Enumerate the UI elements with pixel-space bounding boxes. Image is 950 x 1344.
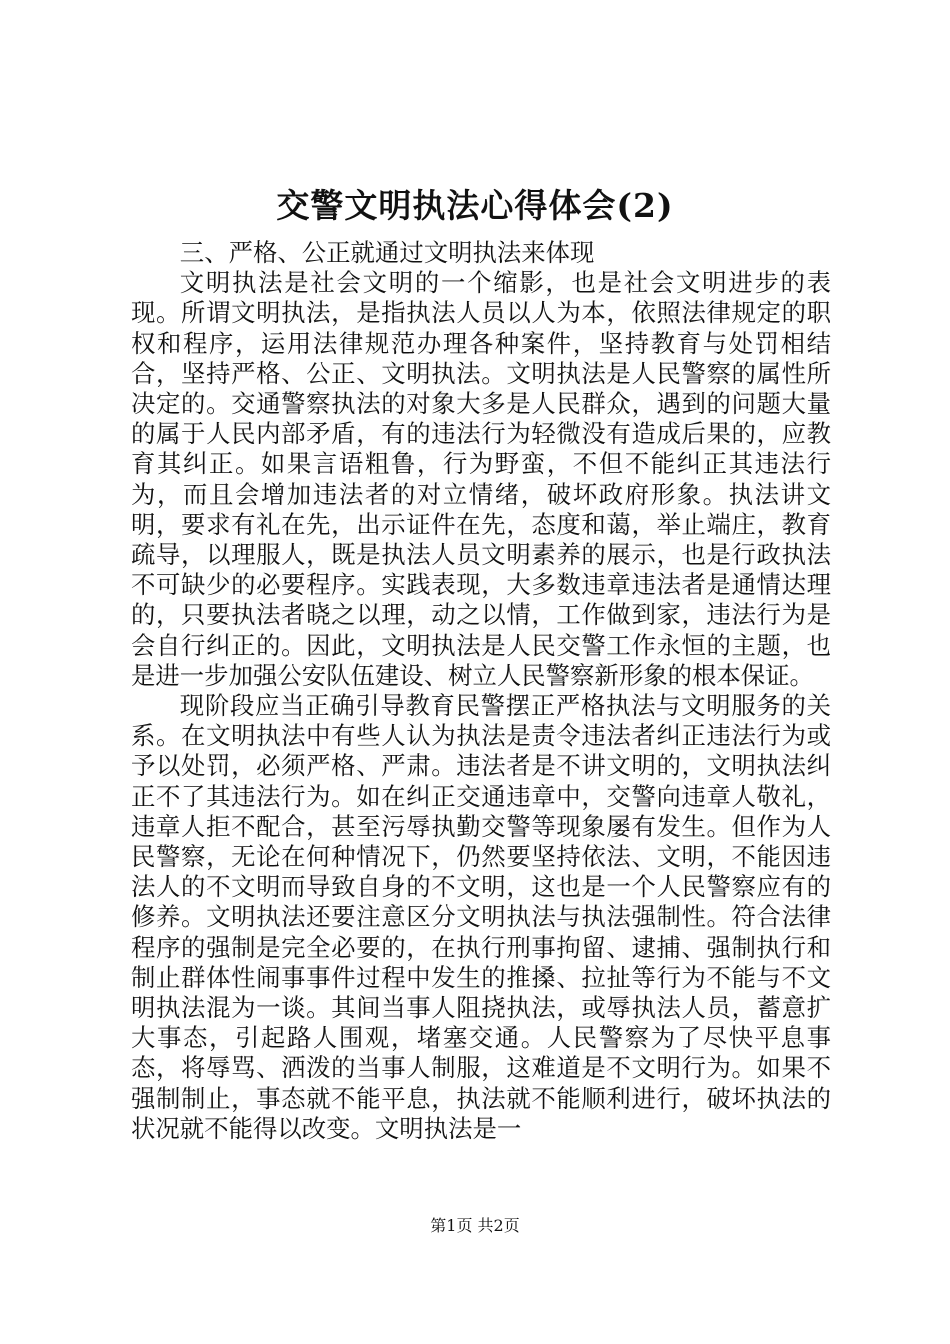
document-body (131, 238, 831, 1144)
paragraph-1: 文明执法是社会文明的一个缩影，也是社会文明进步的表现。所谓文明执法，是指执法人员以人为本，依照法律规定的职权和程序，运用法律规范办理各种案件，坚持教育与处罚相结合，坚持严格、公正、文明执法。文明执法是人民警察的属性所决定的。交通警察执法的对象大多是人民群众，遇到的问题大量的属于人民内部矛盾，有的违法行为轻微没有造成后果的，应教育其纠正。如果言语粗鲁，行为野蛮，不但不能纠正其违法行为，而且会增加违法者的对立情绪，破坏政府形象。执法讲文明，要求有礼在先，出示证件在先，态度和蔼，举止端庄，教育疏导，以理服人，既是执法人员文明素养的展示，也是行政执法不可缺少的必要程序。实践表现，大多数违章违法者是通情达理的，只要执法者晓之以理，动之以情，工作做到家，违法行为是会自行纠正的。因此，文明执法是人民交警工作永恒的主题，也是进一步加强公安队伍建设、树立人民警察新形象的根本保证。 (131, 268, 831, 690)
page-number: 第1页 共2页 (430, 1216, 520, 1235)
paragraph-2: 现阶段应当正确引导教育民警摆正严格执法与文明服务的关系。在文明执法中有些人认为执法是责令违法者纠正违法行为或予以处罚，必须严格、严肃。违法者是不讲文明的，文明执法纠正不了其违法行为。如在纠正交通违章中，交警向违章人敬礼，违章人拒不配合，甚至污辱执勤交警等现象屡有发生。但作为人民警察，无论在何种情况下，仍然要坚持依法、文明，不能因违法人的不文明而导致自身的不文明，这也是一个人民警察应有的修养。文明执法还要注意区分文明执法与执法强制性。符合法律程序的强制是完全必要的，在执行刑事拘留、逮捕、强制执行和制止群体性闹事事件过程中发生的推搡、拉扯等行为不能与不文明执法混为一谈。其间当事人阻挠执法，或辱执法人员，蓄意扩大事态，引起路人围观，堵塞交通。人民警察为了尽快平息事态，将辱骂、洒泼的当事人制服，这难道是不文明行为。如果不强制制止，事态就不能平息，执法就不能顺利进行，破坏执法的状况就不能得以改变。文明执法是一 (131, 691, 831, 1143)
document-title: 交警文明执法心得体会(2) (276, 186, 674, 225)
section-heading: 三、严格、公正就通过文明执法来体现 (179, 238, 595, 267)
